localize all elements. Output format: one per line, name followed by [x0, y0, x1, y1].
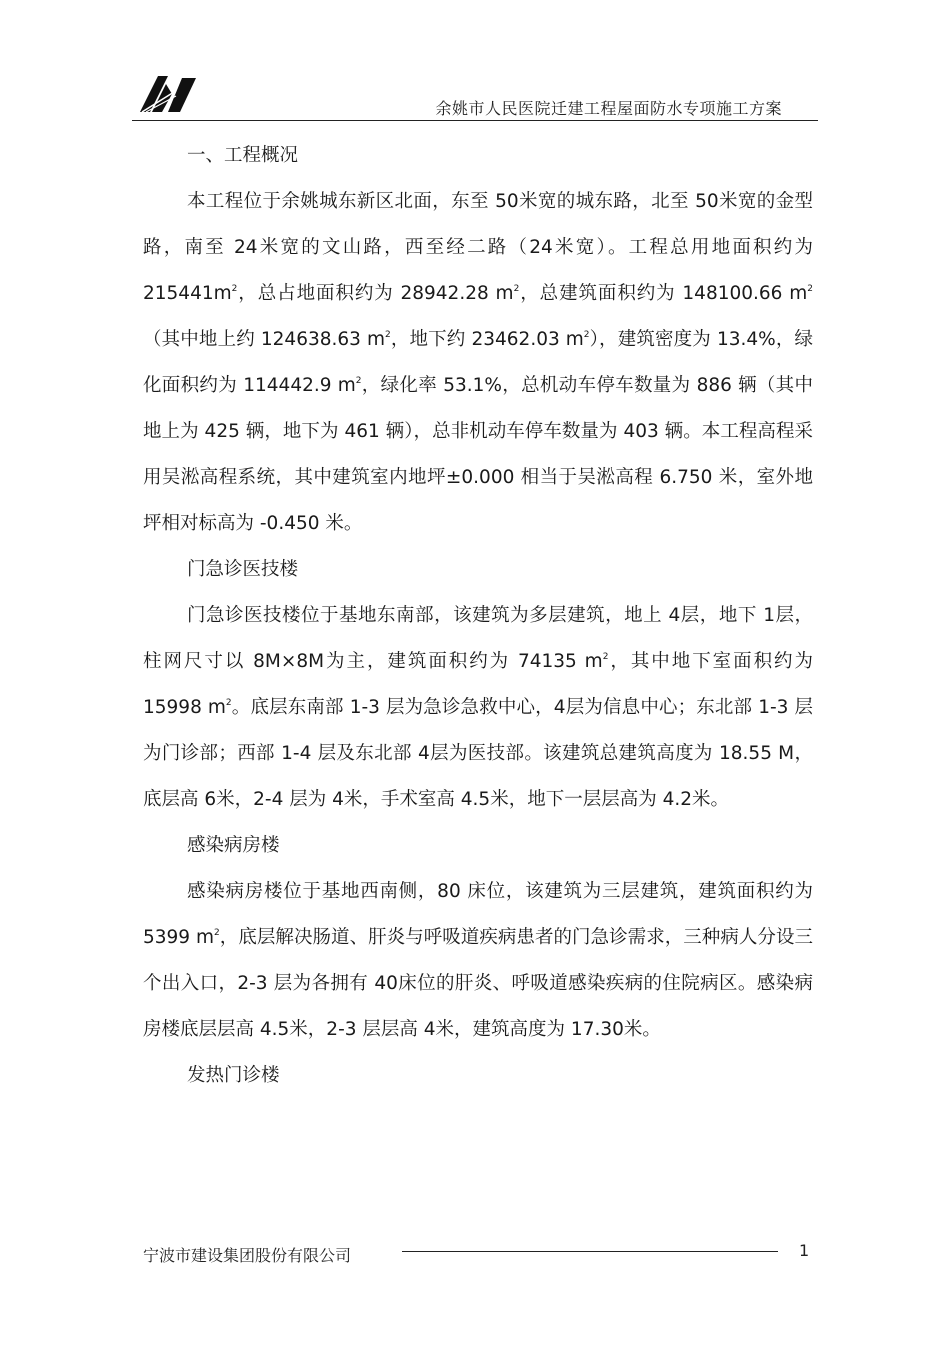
section-heading: 一、工程概况 — [187, 145, 299, 166]
footer-company-name: 宁波市建设集团股份有限公司 — [143, 1246, 352, 1265]
outpatient-building-paragraph: 门急诊医技楼位于基地东南部，该建筑为多层建筑，地上 4层，地下 1层，柱网尺寸以 8M×8M为主，建筑面积约为 74135 $m^2$，其中地下室面积约为 15998 $m^2$。底层东南部 1-3 层为急诊急救中心，4层为信息中心；东北部 1-3 层为门诊部；西部 1-4 层及东北部 4层为医技部。该建筑总建筑高度为 18.55 M，底层高 6米，2-4 层为 4米，手术室高 4.5米，地下一层层高为 4.2米。 — [143, 605, 813, 810]
header-divider — [132, 120, 818, 121]
page-number: 1 — [799, 1241, 810, 1260]
document-body — [143, 133, 813, 1099]
infection-ward-paragraph: 感染病房楼位于基地西南侧，80 床位，该建筑为三层建筑，建筑面积约为 5399 $m^2$，底层解决肠道、肝炎与呼吸道疾病患者的门急诊需求，三种病人分设三个出入口，2-3 层为各拥有 40床位的肝炎、呼吸道感染疾病的住院病区。感染病房楼底层层高 4.5米，2-3 层层高 4米，建筑高度为 17.30米。 — [143, 881, 813, 1040]
project-overview-paragraph: 本工程位于余姚城东新区北面，东至 50米宽的城东路，北至 50米宽的金型路，南至 24米宽的文山路，西至经二路（24米宽）。工程总用地面积约为 $215441m^2$，总占地面积约为 28942.28 $m^2$，总建筑面积约为 148100.66 $m^2$（其中地上约 124638.63 $m^2$，地下约 23462.03 $m^2$），建筑密度为 13.4%，绿化面积约为 114442.9 $m^2$，绿化率 53.1%，总机动车停车数量为 886 辆（其中地上为 425 辆，地下为 461 辆），总非机动车停车数量为 403 辆。本工程高程采用吴淞高程系统，其中建筑室内地坪±0.000 相当于吴淞高程 6.750 米，室外地坪相对标高为 -0.450 米。 — [143, 191, 813, 534]
subsection-title-fever-clinic: 发热门诊楼 — [187, 1065, 280, 1086]
footer-divider — [402, 1251, 778, 1252]
subsection-title-infection-ward: 感染病房楼 — [187, 835, 280, 856]
document-header-title: 余姚市人民医院迁建工程屋面防水专项施工方案 — [435, 99, 782, 118]
subsection-title-outpatient: 门急诊医技楼 — [187, 559, 299, 580]
company-logo-icon — [138, 72, 200, 114]
